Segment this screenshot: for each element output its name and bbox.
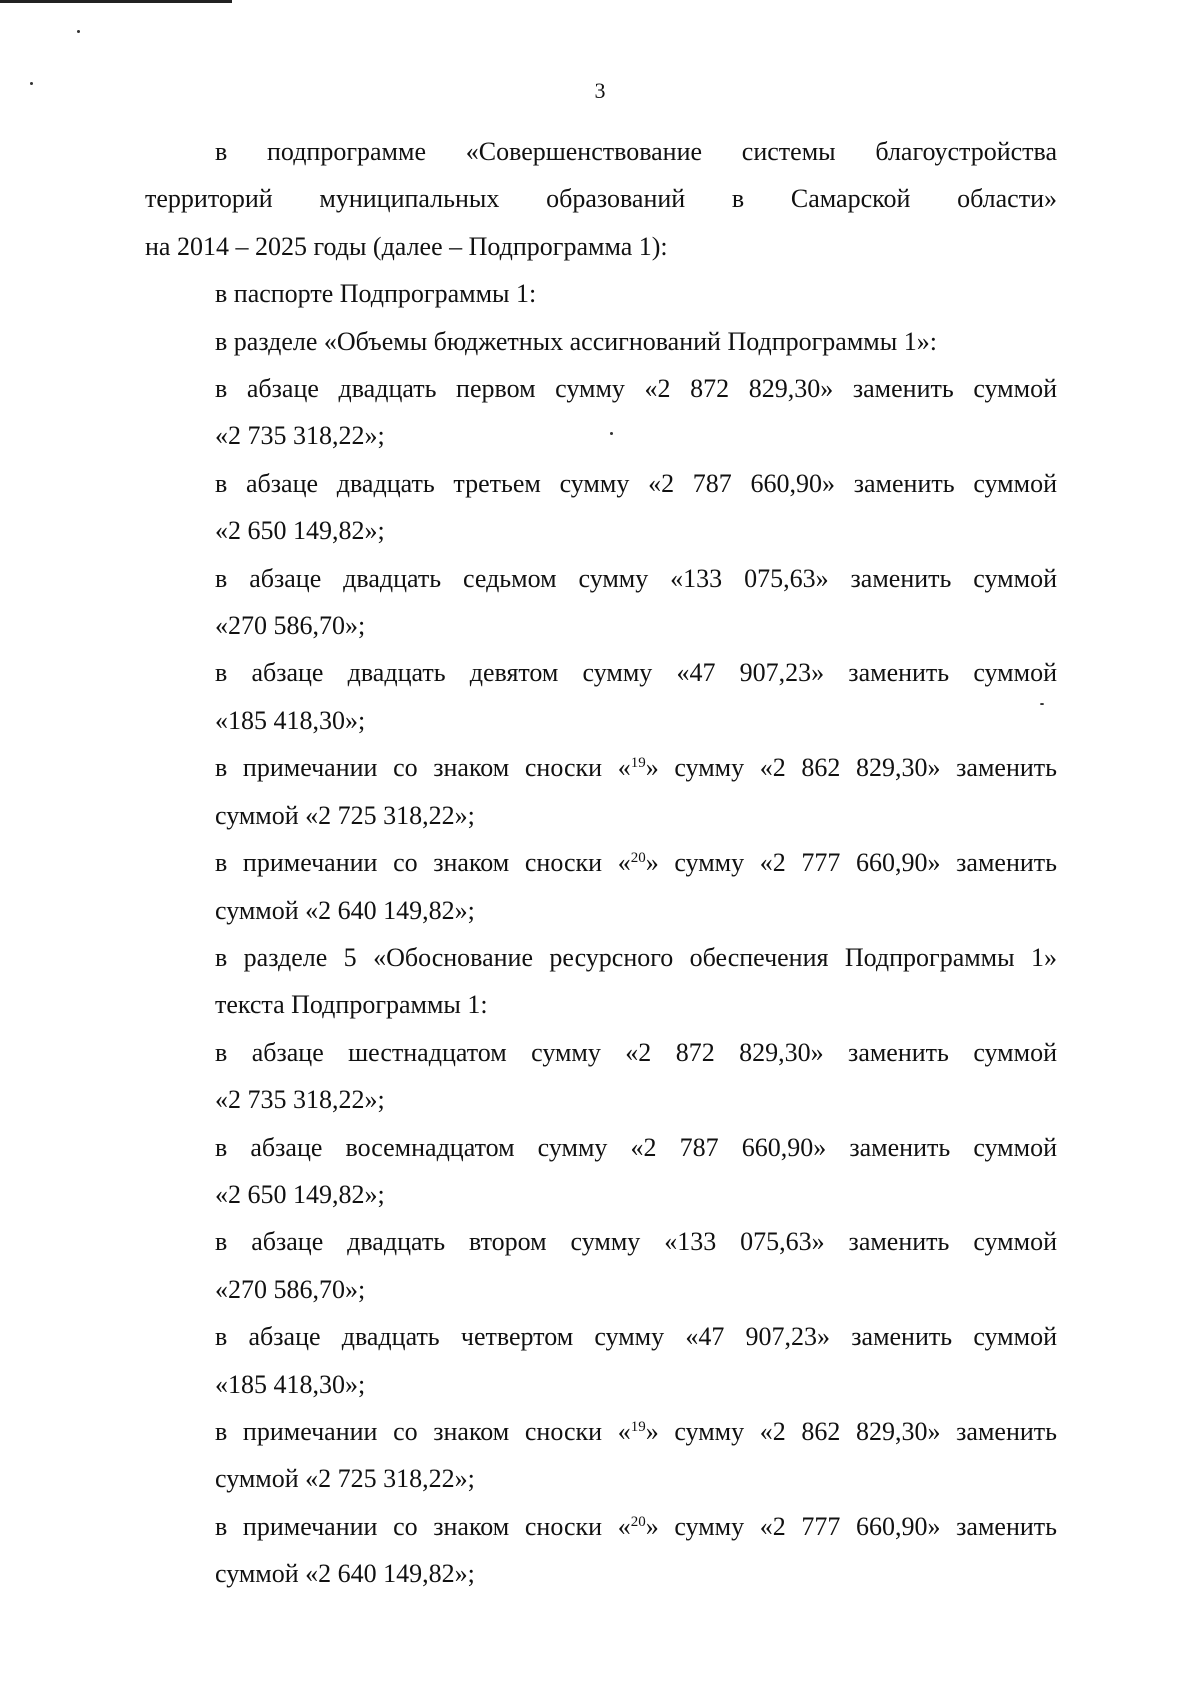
text-line: текста Подпрограммы 1:	[215, 990, 488, 1020]
text-line: суммой «2 640 149,82»;	[215, 895, 475, 925]
passport-note	[145, 839, 1057, 934]
text-line: в абзаце двадцать третьем сумму «2 787 660,90» заменить суммой	[215, 468, 1057, 498]
budget-section-heading: в разделе «Объемы бюджетных ассигнований Подпрограммы 1»:	[215, 326, 937, 356]
text-line	[145, 839, 1057, 886]
note-text: » сумму «2 777 660,90» заменить	[645, 1511, 1057, 1541]
footnote-mark: 19	[630, 755, 646, 772]
note-text: » сумму «2 862 829,30» заменить	[645, 1416, 1057, 1446]
text-line: в разделе 5 «Обоснование ресурсного обеспечения Подпрограммы 1»	[215, 942, 1057, 972]
text-line: в подпрограмме «Совершенствование системы благоустройства	[215, 137, 1057, 166]
note-text: в примечании со знаком сноски «	[215, 1511, 631, 1541]
note-text: » сумму «2 862 829,30» заменить	[645, 753, 1057, 783]
section5-item	[145, 1313, 1057, 1408]
section5-heading	[145, 934, 1057, 1029]
text-line: «2 650 149,82»;	[215, 1179, 385, 1209]
text-line: в абзаце двадцать девятом сумму «47 907,23» заменить суммой	[215, 658, 1057, 688]
text-line: «2 650 149,82»;	[215, 516, 385, 546]
text-line: «270 586,70»;	[215, 611, 366, 641]
text-line: в абзаце двадцать втором сумму «133 075,63» заменить суммой	[215, 1227, 1057, 1257]
text-line: «2 735 318,22»;	[215, 421, 385, 451]
subprogram-intro-paragraph	[145, 128, 1057, 270]
passport-heading: в паспорте Подпрограммы 1:	[215, 279, 537, 309]
section5-item	[145, 1124, 1057, 1219]
text-line	[145, 744, 1057, 791]
text-line: суммой «2 640 149,82»;	[215, 1559, 475, 1589]
section5-note	[145, 1408, 1057, 1503]
text-line: в абзаце восемнадцатом сумму «2 787 660,90» заменить суммой	[215, 1132, 1057, 1162]
text-line: на 2014 – 2025 годы (далее – Подпрограмма 1):	[145, 231, 668, 261]
text-line	[145, 1408, 1057, 1455]
text-line	[145, 1503, 1057, 1550]
scan-corner-line	[0, 0, 232, 3]
text-line: в абзаце двадцать седьмом сумму «133 075,63» заменить суммой	[215, 563, 1057, 593]
passport-item	[145, 649, 1057, 744]
scan-speck	[77, 30, 80, 33]
passport-item	[145, 460, 1057, 555]
document-body	[145, 128, 1057, 1598]
text-line: территорий муниципальных образований в Самарской области»	[145, 184, 1057, 214]
section5-note	[145, 1503, 1057, 1598]
text-line: суммой «2 725 318,22»;	[215, 800, 475, 830]
section5-item	[145, 1029, 1057, 1124]
text-line: «270 586,70»;	[215, 1274, 366, 1304]
passport-item	[145, 555, 1057, 650]
footnote-mark: 19	[630, 1418, 646, 1435]
text-line: в абзаце двадцать четвертом сумму «47 907,23» заменить суммой	[215, 1322, 1057, 1352]
page-number: 3	[594, 78, 606, 103]
section5-item	[145, 1218, 1057, 1313]
passport-note	[145, 744, 1057, 839]
note-text: в примечании со знаком сноски «	[215, 1416, 631, 1446]
footnote-mark: 20	[630, 1513, 646, 1530]
text-line: в абзаце шестнадцатом сумму «2 872 829,30» заменить суммой	[215, 1037, 1057, 1067]
text-line: в абзаце двадцать первом сумму «2 872 829,30» заменить суммой	[215, 374, 1057, 404]
note-text: в примечании со знаком сноски «	[215, 753, 631, 783]
text-line: «185 418,30»;	[215, 705, 366, 735]
text-line: суммой «2 725 318,22»;	[215, 1464, 475, 1494]
passport-item	[145, 365, 1057, 460]
footnote-mark: 20	[630, 850, 646, 867]
text-line: «185 418,30»;	[215, 1369, 366, 1399]
note-text: » сумму «2 777 660,90» заменить	[645, 848, 1057, 878]
text-line: «2 735 318,22»;	[215, 1085, 385, 1115]
note-text: в примечании со знаком сноски «	[215, 848, 631, 878]
